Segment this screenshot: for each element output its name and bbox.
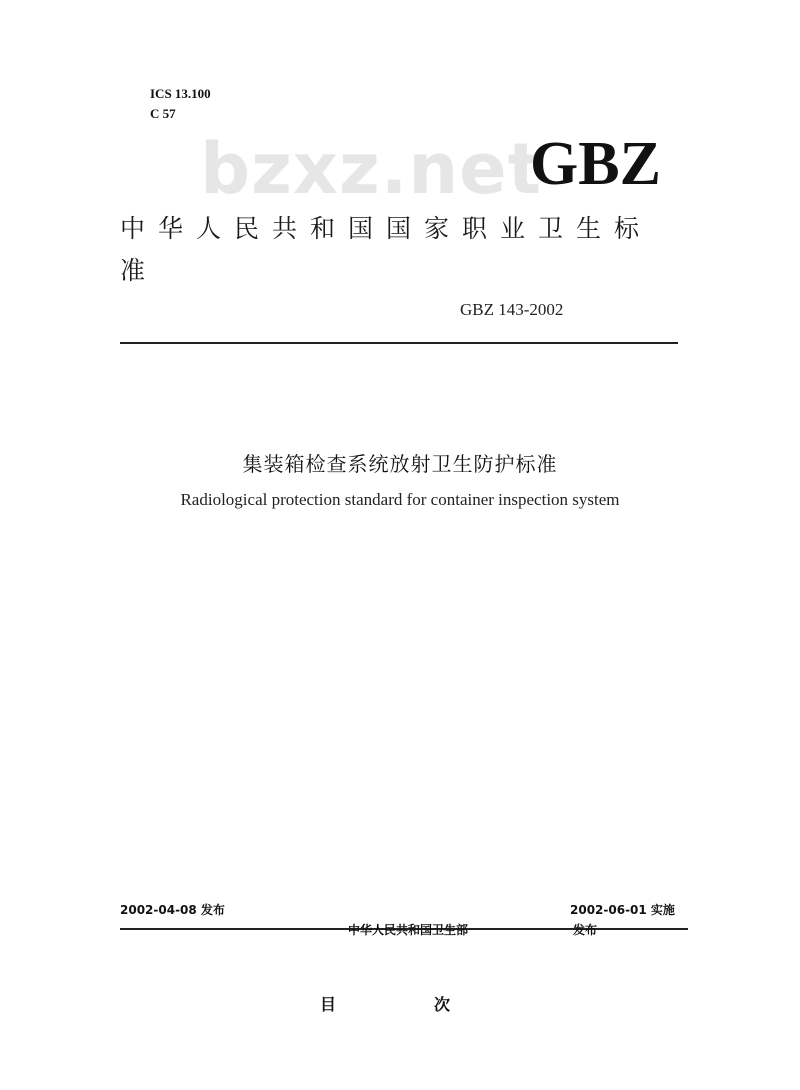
implement-date: 2002-06-01 实施 [570,903,675,917]
issuer-name: 中华人民共和国卫生部 [348,923,469,937]
title-chinese: 集装箱检查系统放射卫生防护标准 [242,452,558,476]
issue-date: 2002-04-08 发布 [120,903,225,917]
title-english: Radiological protection standard for container inspection system [180,490,620,509]
gbz-logo: GBZ [530,130,661,198]
classification-code: C 57 [150,106,176,121]
toc-heading-char-1: 目 [320,995,337,1014]
standard-number: GBZ 143-2002 [460,300,564,319]
toc-heading-char-2: 次 [433,995,450,1014]
watermark: bzxz.net [200,128,543,210]
issued-label: 发布 [573,923,598,937]
ics-code: ICS 13.100 [150,86,211,101]
ics-code-block [150,84,211,124]
org-title: 中华人民共和国国家职业卫生标准 [120,214,653,285]
top-divider [120,342,678,344]
toc-heading [320,992,450,1015]
